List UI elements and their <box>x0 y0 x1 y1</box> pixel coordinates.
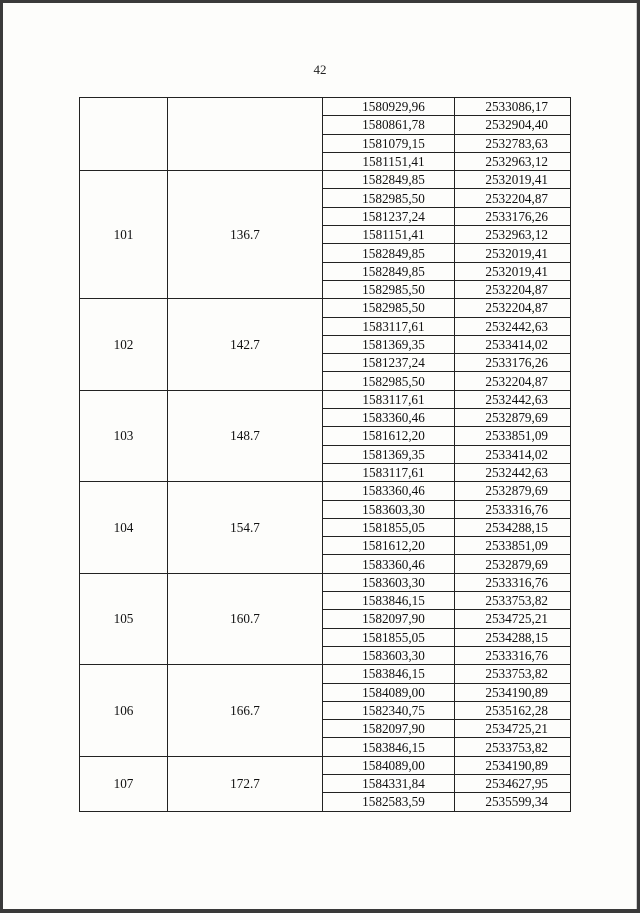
coordinate-x-cell: 1584089,00 <box>323 683 455 701</box>
coordinate-y-cell: 2532904,40 <box>455 116 571 134</box>
coordinate-x-cell: 1582985,50 <box>323 280 455 298</box>
coordinate-y-cell: 2533176,26 <box>455 354 571 372</box>
coordinate-x-cell: 1582097,90 <box>323 610 455 628</box>
table-row <box>80 482 571 500</box>
coordinate-y-cell: 2532019,41 <box>455 171 571 189</box>
coordinate-x-cell: 1583360,46 <box>323 555 455 573</box>
plot-number-cell: 102 <box>80 299 168 390</box>
coordinate-y-cell: 2533176,26 <box>455 207 571 225</box>
coordinate-y-cell: 2532019,41 <box>455 244 571 262</box>
plot-area-cell: 142.7 <box>168 299 323 390</box>
plot-area-cell: 166.7 <box>168 665 323 756</box>
coordinate-y-cell: 2535162,28 <box>455 701 571 719</box>
coordinate-y-cell: 2532204,87 <box>455 189 571 207</box>
coordinate-x-cell: 1583846,15 <box>323 592 455 610</box>
table-row <box>80 665 571 683</box>
plot-area-cell: 172.7 <box>168 756 323 811</box>
coordinate-x-cell: 1583603,30 <box>323 646 455 664</box>
coordinate-y-cell: 2534725,21 <box>455 720 571 738</box>
plot-area-cell: 148.7 <box>168 390 323 481</box>
table-row <box>80 756 571 774</box>
coordinate-x-cell: 1584089,00 <box>323 756 455 774</box>
plot-number-cell: 104 <box>80 482 168 573</box>
coordinate-y-cell: 2532204,87 <box>455 372 571 390</box>
coordinate-y-cell: 2534190,89 <box>455 683 571 701</box>
coordinate-y-cell: 2535599,34 <box>455 793 571 811</box>
coordinate-x-cell: 1582097,90 <box>323 720 455 738</box>
coordinate-x-cell: 1583360,46 <box>323 409 455 427</box>
plot-number-cell: 105 <box>80 573 168 664</box>
coordinate-y-cell: 2532879,69 <box>455 555 571 573</box>
coordinate-x-cell: 1583603,30 <box>323 573 455 591</box>
coordinate-x-cell: 1583846,15 <box>323 738 455 756</box>
coordinate-x-cell: 1583603,30 <box>323 500 455 518</box>
coordinate-x-cell: 1582583,59 <box>323 793 455 811</box>
coordinate-x-cell: 1581151,41 <box>323 226 455 244</box>
coordinate-y-cell: 2534190,89 <box>455 756 571 774</box>
coordinate-x-cell: 1581855,05 <box>323 518 455 536</box>
coordinate-y-cell: 2532879,69 <box>455 409 571 427</box>
coordinate-x-cell: 1582985,50 <box>323 372 455 390</box>
coordinate-y-cell: 2532204,87 <box>455 299 571 317</box>
coordinate-y-cell: 2532442,63 <box>455 463 571 481</box>
coordinate-y-cell: 2532442,63 <box>455 390 571 408</box>
coordinate-x-cell: 1581237,24 <box>323 207 455 225</box>
coordinate-y-cell: 2533316,76 <box>455 646 571 664</box>
coordinate-y-cell: 2532879,69 <box>455 482 571 500</box>
coordinate-x-cell: 1582849,85 <box>323 244 455 262</box>
table-row <box>80 299 571 317</box>
coordinate-y-cell: 2533414,02 <box>455 445 571 463</box>
coordinate-x-cell: 1583117,61 <box>323 390 455 408</box>
coordinate-x-cell: 1583117,61 <box>323 317 455 335</box>
coordinate-y-cell: 2533851,09 <box>455 427 571 445</box>
coordinate-y-cell: 2533851,09 <box>455 537 571 555</box>
plot-area-cell <box>168 98 323 171</box>
plot-area-cell: 154.7 <box>168 482 323 573</box>
coordinate-x-cell: 1581237,24 <box>323 354 455 372</box>
coordinate-y-cell: 2533316,76 <box>455 573 571 591</box>
coordinate-y-cell: 2532442,63 <box>455 317 571 335</box>
coordinate-y-cell: 2533753,82 <box>455 738 571 756</box>
coordinate-y-cell: 2532963,12 <box>455 152 571 170</box>
coordinate-y-cell: 2532204,87 <box>455 280 571 298</box>
coordinate-y-cell: 2533414,02 <box>455 335 571 353</box>
coordinate-x-cell: 1584331,84 <box>323 774 455 792</box>
coordinate-y-cell: 2534725,21 <box>455 610 571 628</box>
plot-number-cell: 101 <box>80 171 168 299</box>
coordinate-x-cell: 1582849,85 <box>323 262 455 280</box>
coordinate-x-cell: 1583846,15 <box>323 665 455 683</box>
coordinate-y-cell: 2533753,82 <box>455 592 571 610</box>
coordinate-y-cell: 2532019,41 <box>455 262 571 280</box>
plot-number-cell <box>80 98 168 171</box>
coordinate-y-cell: 2533753,82 <box>455 665 571 683</box>
coordinate-x-cell: 1581612,20 <box>323 427 455 445</box>
coordinate-x-cell: 1583117,61 <box>323 463 455 481</box>
table-row <box>80 573 571 591</box>
plot-number-cell: 103 <box>80 390 168 481</box>
coordinate-x-cell: 1582340,75 <box>323 701 455 719</box>
coordinate-x-cell: 1581855,05 <box>323 628 455 646</box>
table-row <box>80 171 571 189</box>
table-row <box>80 390 571 408</box>
coordinate-x-cell: 1582985,50 <box>323 299 455 317</box>
coordinate-x-cell: 1583360,46 <box>323 482 455 500</box>
coordinate-x-cell: 1581369,35 <box>323 445 455 463</box>
coordinate-x-cell: 1581369,35 <box>323 335 455 353</box>
coordinate-x-cell: 1580861,78 <box>323 116 455 134</box>
coordinate-x-cell: 1581079,15 <box>323 134 455 152</box>
coordinate-x-cell: 1582985,50 <box>323 189 455 207</box>
page-number: 42 <box>313 62 327 77</box>
coordinate-y-cell: 2534627,95 <box>455 774 571 792</box>
coordinate-y-cell: 2532783,63 <box>455 134 571 152</box>
table-row <box>80 98 571 116</box>
coordinate-y-cell: 2534288,15 <box>455 518 571 536</box>
coordinates-table <box>79 97 571 812</box>
plot-number-cell: 107 <box>80 756 168 811</box>
coordinate-x-cell: 1581612,20 <box>323 537 455 555</box>
coordinate-x-cell: 1581151,41 <box>323 152 455 170</box>
coordinate-y-cell: 2533316,76 <box>455 500 571 518</box>
coordinate-x-cell: 1580929,96 <box>323 98 455 116</box>
plot-number-cell: 106 <box>80 665 168 756</box>
plot-area-cell: 160.7 <box>168 573 323 664</box>
coordinate-x-cell: 1582849,85 <box>323 171 455 189</box>
coordinate-y-cell: 2534288,15 <box>455 628 571 646</box>
coordinate-y-cell: 2533086,17 <box>455 98 571 116</box>
coordinate-y-cell: 2532963,12 <box>455 226 571 244</box>
plot-area-cell: 136.7 <box>168 171 323 299</box>
